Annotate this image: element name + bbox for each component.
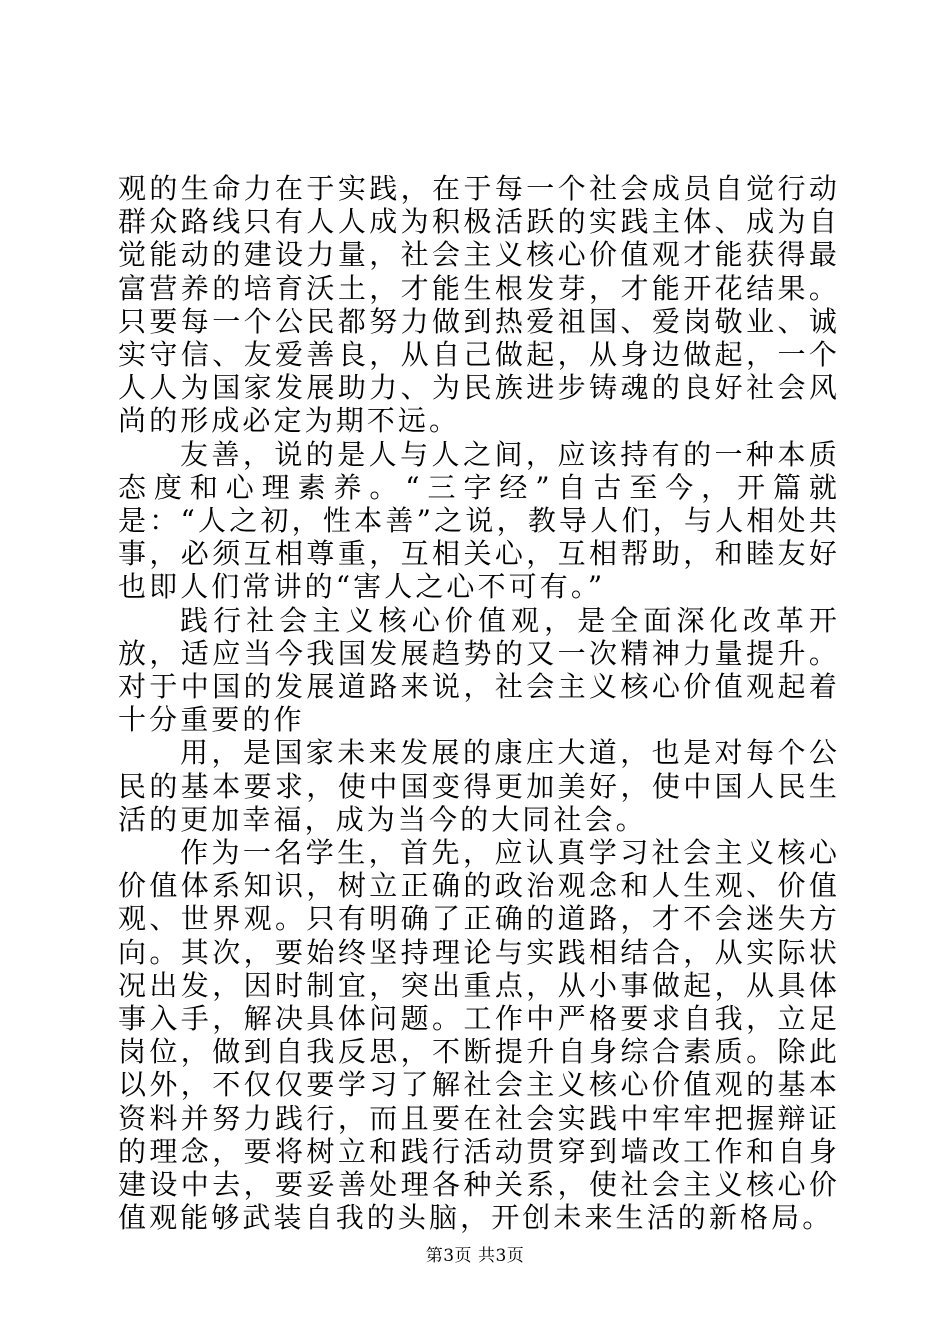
paragraph-5: 作为一名学生，首先，应认真学习社会主义核心价值体系知识，树立正确的政治观念和人生观、价值观、世界观。只有明确了正确的道路，才不会迷失方向。其次，要始终坚持理论与实践相结合，从实际状况出发，因时制宜，突出重点，从小事做起，从具体事入手，解决具体问题。工作中严格要求自我，立足岗位，做到自我反思，不断提升自身综合素质。除此以外，不仅仅要学习了解社会主义核心价值观的基本资料并努力践行，而且要在社会实践中牢牢把握辩证的理念，要将树立和践行活动贯穿到墙改工作和自身建设中去，要妥善处理各种关系，使社会主义核心价值观能够武装自我的头脑，开创未来生活的新格局。	[118, 836, 840, 1235]
paragraph-1: 观的生命力在于实践，在于每一个社会成员自觉行动群众路线只有人人成为积极活跃的实践主体、成为自觉能动的建设力量，社会主义核心价值观才能获得最富营养的培育沃土，才能生根发芽，才能开花结果。只要每一个公民都努力做到热爱祖国、爱岗敬业、诚实守信、友爱善良，从自己做起，从身边做起，一个人人为国家发展助力、为民族进步铸魂的良好社会风尚的形成必定为期不远。	[118, 172, 840, 438]
paragraph-2: 友善，说的是人与人之间，应该持有的一种本质态度和心理素养。“三字经”自古至今，开篇就是：“人之初，性本善”之说，教导人们，与人相处共事，必须互相尊重，互相关心，互相帮助，和睦友好也即人们常讲的“害人之心不可有。”	[118, 437, 840, 604]
paragraph-3: 践行社会主义核心价值观，是全面深化改革开放，适应当今我国发展趋势的又一次精神力量提升。对于中国的发展道路来说，社会主义核心价值观起着十分重要的作	[118, 603, 840, 737]
document-body	[118, 172, 840, 1235]
paragraph-4: 用，是国家未来发展的康庄大道，也是对每个公民的基本要求，使中国变得更加美好，使中国人民生活的更加幸福，成为当今的大同社会。	[118, 736, 840, 836]
page-footer: 第3页 共3页	[425, 1246, 525, 1266]
